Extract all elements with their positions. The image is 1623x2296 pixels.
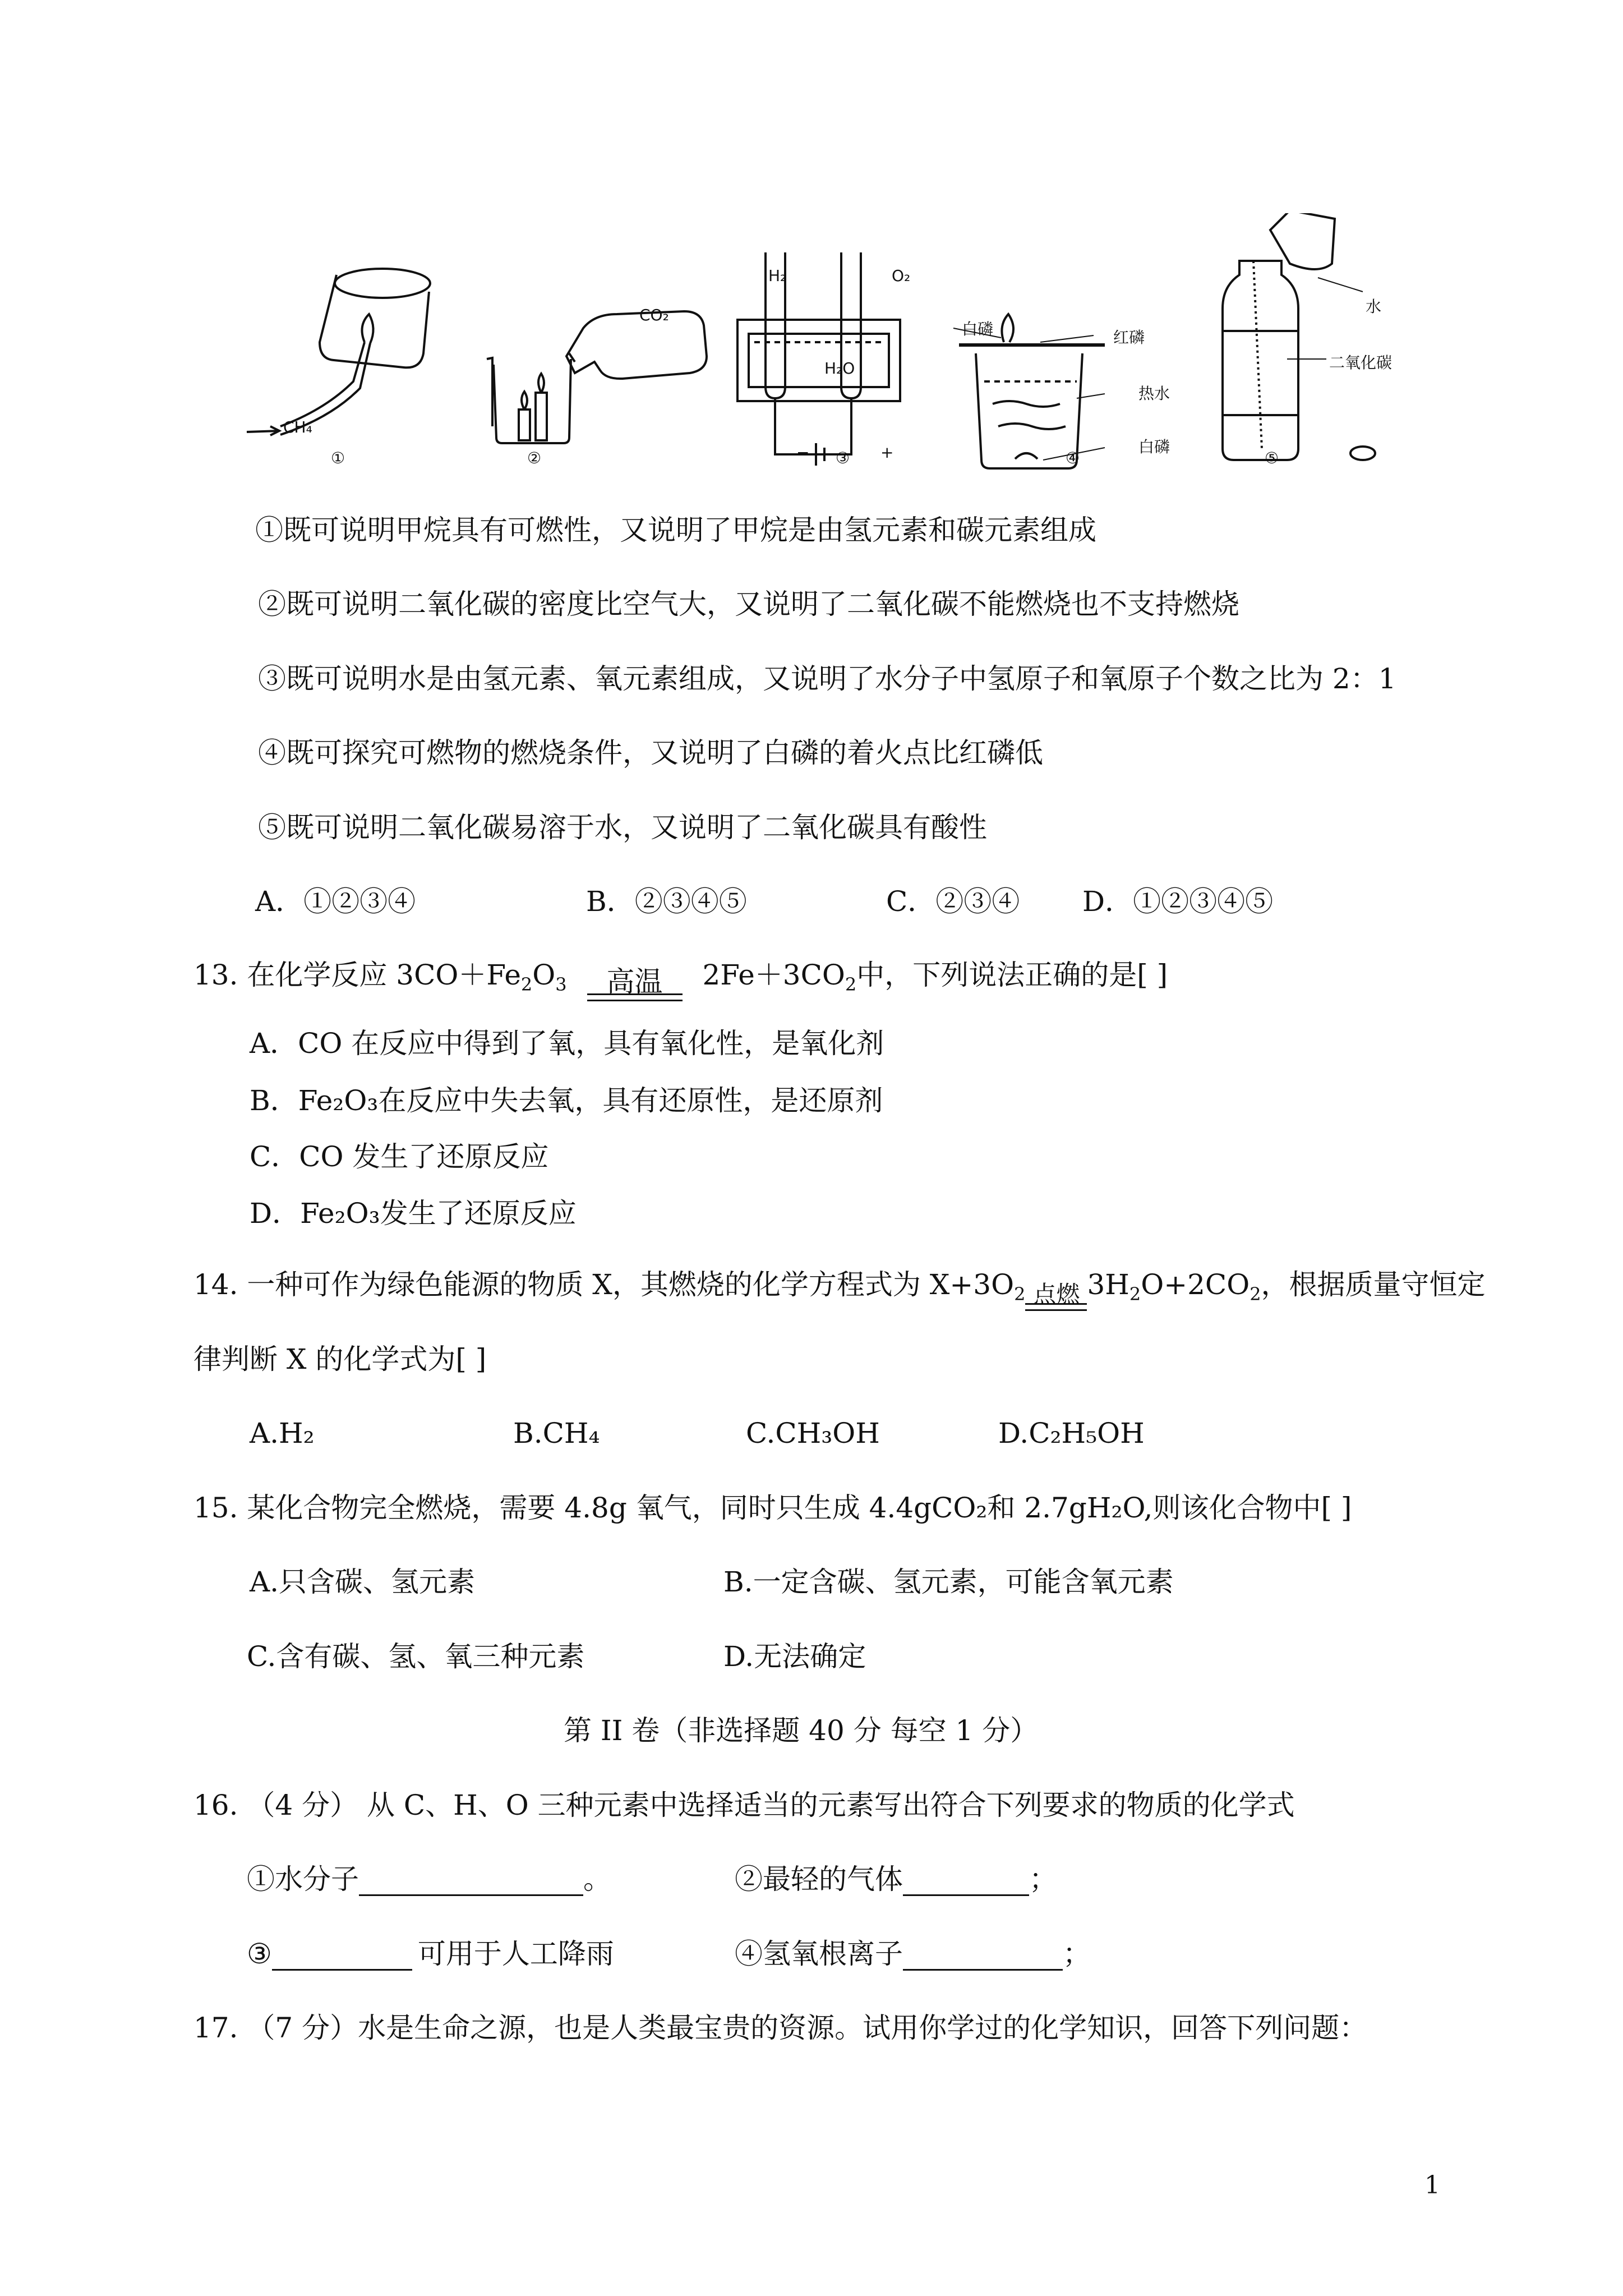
label-fig-5: ⑤ <box>1265 449 1279 467</box>
q14-reaction-arrow: 点燃 <box>1025 1291 1087 1311</box>
q13-reaction-arrow: 高温 <box>587 996 683 1001</box>
label-fig-3: ③ <box>836 449 850 467</box>
q14-option-b[interactable]: B.CH₄ <box>513 1417 600 1450</box>
figure-3-electrolysis <box>737 252 900 466</box>
label-h2: H₂ <box>768 266 787 285</box>
q12-option-b[interactable]: B．②③④⑤ <box>586 885 747 918</box>
q17-stem: 17. （7 分）水是生命之源，也是人类最宝贵的资源。试用你学过的化学知识，回答下列问题： <box>193 2012 1368 2044</box>
q12-option-c[interactable]: C．②③④ <box>886 885 1020 918</box>
figure-5-co2-bottle <box>1223 213 1375 460</box>
q15-option-b[interactable]: B.一定含碳、氢元素，可能含氧元素 <box>723 1566 1174 1598</box>
q15-option-a[interactable]: A.只含碳、氢元素 <box>250 1566 476 1598</box>
label-h2o: H₂O <box>824 359 855 378</box>
q16-item-1: ①水分子 。 <box>247 1863 611 1895</box>
page-number: 1 <box>1424 2171 1440 2200</box>
label-white-phosphorus-top: 白磷 <box>962 320 994 338</box>
q14-stem-line2: 律判断 X 的化学式为[ ] <box>193 1343 487 1375</box>
experiment-figures <box>236 213 1447 482</box>
q13-option-c[interactable]: C．CO 发生了还原反应 <box>250 1140 549 1173</box>
q12-option-a[interactable]: A．①②③④ <box>255 885 416 918</box>
q16-blank-2[interactable] <box>903 1870 1029 1896</box>
q16-item-4: ④氢氧根离子 ； <box>735 1938 1091 1970</box>
label-positive: + <box>880 443 894 462</box>
q13-stem: 13. 在化学反应 $3CO+Fe_2O_3$ 高温 $2Fe+3CO_2$中，下列说法正确的是[ ] <box>193 958 1168 1001</box>
q12-option-d[interactable]: D．①②③④⑤ <box>1082 885 1274 918</box>
statement-2: ②既可说明二氧化碳的密度比空气大，又说明了二氧化碳不能燃烧也不支持燃烧 <box>258 588 1239 620</box>
statement-3: ③既可说明水是由氢元素、氧元素组成，又说明了水分子中氢原子和氧原子个数之比为 2：1 <box>258 662 1396 695</box>
q16-item-3: ③ 可用于人工降雨 <box>247 1938 614 1970</box>
q15-option-d[interactable]: D.无法确定 <box>723 1640 866 1673</box>
label-red-phosphorus: 红磷 <box>1113 328 1145 347</box>
q14-stem-line1: 14. 一种可作为绿色能源的物质 X，其燃烧的化学方程式为 $X+3O_2$ 点燃 $3H_2O+2CO_2$，根据质量守恒定 <box>193 1268 1486 1311</box>
label-fig-4: ④ <box>1066 449 1080 467</box>
label-fig-1: ① <box>331 449 345 467</box>
q16-stem: 16. （4 分） 从 C、H、O 三种元素中选择适当的元素写出符合下列要求的物质的化学式 <box>193 1789 1295 1821</box>
label-negative: − <box>796 443 810 462</box>
q13-option-a[interactable]: A．CO 在反应中得到了氧，具有氧化性，是氧化剂 <box>250 1027 884 1060</box>
label-hot-water: 热水 <box>1138 384 1170 403</box>
figure-1-methane-burning <box>247 269 430 435</box>
section-2-heading: 第 II 卷（非选择题 40 分 每空 1 分） <box>564 1714 1039 1747</box>
label-co2: CO₂ <box>639 306 669 324</box>
statement-1: ①既可说明甲烷具有可燃性，又说明了甲烷是由氢元素和碳元素组成 <box>255 514 1096 546</box>
label-carbon-dioxide: 二氧化碳 <box>1329 353 1393 372</box>
q15-stem: 15. 某化合物完全燃烧，需要 4.8g 氧气，同时只生成 4.4gCO₂和 2.7gH₂O,则该化合物中[ ] <box>193 1492 1352 1524</box>
q14-option-d[interactable]: D.C₂H₅OH <box>998 1417 1145 1450</box>
q14-option-c[interactable]: C.CH₃OH <box>746 1417 880 1450</box>
label-water: 水 <box>1366 297 1382 316</box>
q16-item-2: ②最轻的气体 ； <box>735 1863 1057 1895</box>
label-fig-2: ② <box>527 449 542 467</box>
q15-option-c[interactable]: C.含有碳、氢、氧三种元素 <box>247 1640 585 1673</box>
label-o2: O₂ <box>892 266 911 285</box>
q16-blank-3[interactable] <box>272 1944 412 1971</box>
statement-4: ④既可探究可燃物的燃烧条件，又说明了白磷的着火点比红磷低 <box>258 737 1043 769</box>
label-ch4: CH₄ <box>283 418 312 436</box>
figure-2-co2-candles <box>487 311 707 443</box>
q13-option-d[interactable]: D．Fe₂O₃发生了还原反应 <box>250 1197 577 1230</box>
q14-option-a[interactable]: A.H₂ <box>250 1417 315 1450</box>
q16-blank-4[interactable] <box>903 1944 1063 1971</box>
label-white-phosphorus-bottom: 白磷 <box>1138 438 1170 456</box>
q13-option-b[interactable]: B．Fe₂O₃在反应中失去氧，具有还原性，是还原剂 <box>250 1084 883 1117</box>
statement-5: ⑤既可说明二氧化碳易溶于水，又说明了二氧化碳具有酸性 <box>258 811 987 844</box>
q16-blank-1[interactable] <box>359 1870 583 1896</box>
